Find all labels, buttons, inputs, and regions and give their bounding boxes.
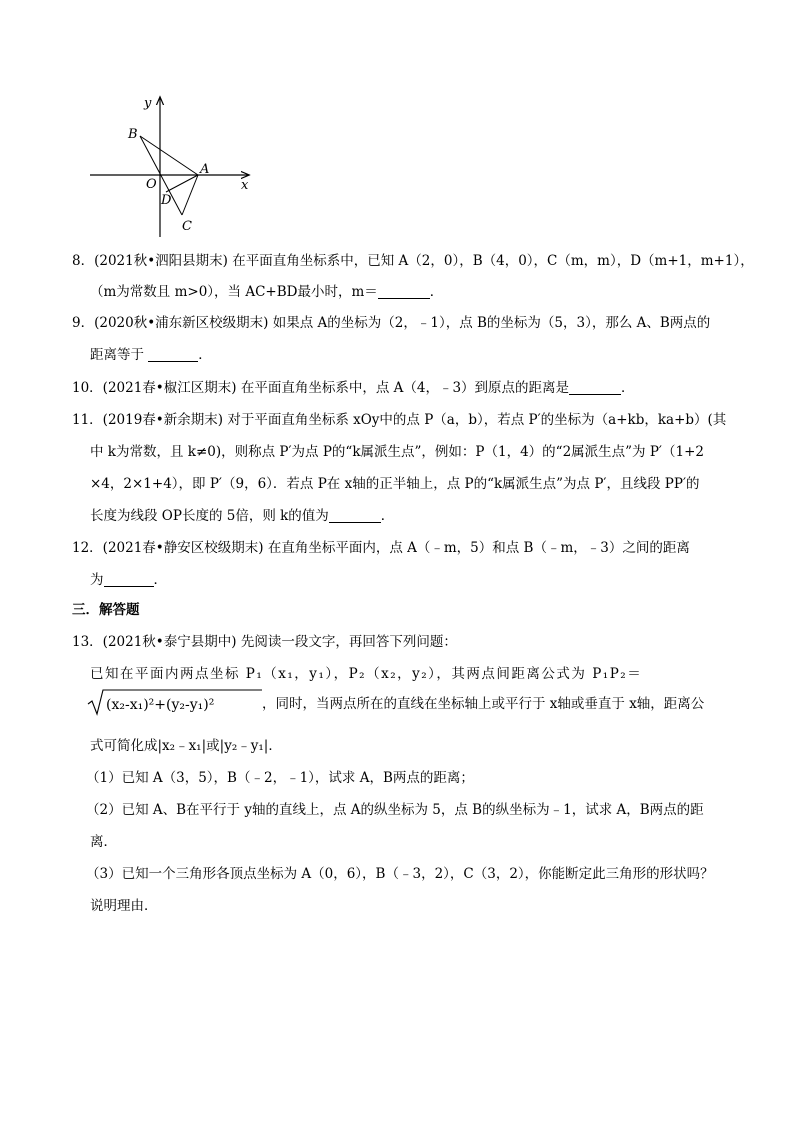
answer-blank-8[interactable]	[378, 284, 430, 299]
q11-text: 长度为线段 OP长度的 5倍，则 k的值为	[90, 508, 329, 524]
q13-part3-line1: （3）已知一个三角形各顶点坐标为 A（0，6），B（﹣3，2），C（3，2），你能断定此三角形的形状吗？	[86, 866, 714, 882]
segment-AD	[166, 175, 198, 192]
q13-line3: ，同时，当两点所在的直线在坐标轴上或平行于 x轴或垂直于 x轴，距离公	[262, 696, 705, 712]
label-A: A	[200, 162, 210, 177]
q13-line1: 13．(2021秋•泰宁县期中) 先阅读一段文字，再回答下列问题：	[72, 634, 457, 650]
q10-text: 10．(2021春•椒江区期末) 在平面直角坐标系中，点 A（4，﹣3）到原点的距离是	[72, 380, 570, 396]
q13-part3-line2: 说明理由．	[90, 898, 158, 914]
q10-line1	[72, 378, 635, 398]
q9-end: ．	[198, 347, 212, 363]
q8-line1: 8．(2021秋•泗阳县期末) 在平面直角坐标系中，已知 A（2，0），B（4，0），C（m，m），D（m+1，m+1），	[72, 253, 754, 269]
answer-blank-10[interactable]	[569, 380, 621, 395]
label-y: y	[144, 96, 152, 111]
answer-blank-11[interactable]	[329, 508, 381, 523]
label-D: D	[161, 193, 172, 208]
q11-line1: 11．(2019春•新余期末) 对于平面直角坐标系 xOy中的点 P（a，b），若点 P′的坐标为（a+kb，ka+b）(其	[72, 412, 727, 428]
q11-line3: ×4，2×1+4），即 P′（9，6）．若点 P在 x轴的正半轴上，点 P的“k属派生点”为点 P′，且线段 PP′的	[90, 476, 700, 492]
q9-line2	[90, 345, 212, 365]
q12-line1: 12．(2021春•静安区校级期末) 在直角坐标平面内，点 A（﹣m，5）和点 B（﹣m，﹣3）之间的距离	[72, 540, 690, 556]
distance-formula: (x₂-x₁)²+(y₂-y₁)²	[106, 697, 215, 713]
q9-line1: 9．(2020秋•浦东新区校级期末) 如果点 A的坐标为（2，﹣1），点 B的坐标为（5，3），那么 A、B两点的	[72, 315, 711, 331]
label-O: O	[146, 177, 157, 192]
coordinate-figure	[88, 92, 258, 242]
answer-blank-12[interactable]	[104, 572, 154, 587]
q13-part1: （1）已知 A（3，5），B（﹣2，﹣1），试求 A，B两点的距离；	[86, 770, 474, 786]
label-B: B	[128, 127, 138, 142]
section-heading: 三．解答题	[72, 602, 140, 618]
q8-end: ．	[429, 284, 444, 300]
segment-AC	[182, 175, 198, 215]
q13-line4: 式可简化成|x₂﹣x₁|或|y₂﹣y₁|．	[90, 738, 282, 754]
q13-part2-line1: （2）已知 A、B在平行于 y轴的直线上，点 A的纵坐标为 5，点 B的纵坐标为﹣1，试求 A，B两点的距	[86, 802, 704, 818]
sqrt-sign	[86, 688, 266, 718]
segment-BA	[140, 136, 198, 175]
q12-text: 为	[90, 572, 104, 588]
label-x: x	[241, 178, 249, 193]
q8-line2	[90, 282, 443, 302]
q11-line2: 中 k为常数，且 k≠0)，则称点 P′为点 P的“k属派生点”，例如：P（1，4）的“2属派生点”为 P′（1+2	[90, 444, 704, 460]
q13-part2-line2: 离．	[90, 834, 117, 850]
q9-text: 距离等于	[90, 347, 149, 363]
q11-line4	[90, 506, 394, 526]
q12-end: ．	[153, 572, 167, 588]
q11-end: ．	[380, 508, 395, 524]
q13-line2: 已知在平面内两点坐标 P₁（x₁，y₁），P₂（x₂，y₂），其两点间距离公式为 P₁P₂＝	[90, 666, 643, 682]
label-C: C	[182, 219, 192, 234]
answer-blank-9[interactable]	[148, 347, 198, 362]
q8-text: （m为常数且 m>0），当 AC+BD最小时，m＝	[90, 284, 378, 300]
q12-line2	[90, 570, 167, 590]
q10-end: ．	[621, 380, 635, 396]
